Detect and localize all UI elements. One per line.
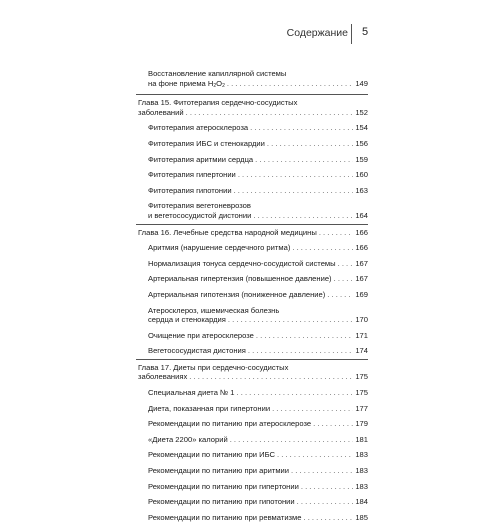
- toc-entry[interactable]: [148, 243, 368, 253]
- toc-entry-text: Фитотерапия гипертонии: [148, 170, 236, 180]
- toc-entry-text: Фитотерапия атеросклероза: [148, 123, 249, 133]
- leader-dots: [237, 388, 354, 398]
- toc-page-number: 183: [355, 450, 368, 460]
- toc-entry-text: Очищение при атеросклерозе: [148, 330, 254, 340]
- toc-entry[interactable]: [148, 513, 368, 522]
- toc-entry-text: Артериальная гипертензия (повышенное давление): [148, 274, 332, 284]
- toc-entry-text-line2: и вегетососудистой дистонии: [148, 210, 252, 220]
- toc-page-number: 175: [355, 372, 368, 382]
- toc-page-number: 154: [355, 123, 368, 133]
- toc-entry-capillary[interactable]: [148, 69, 368, 91]
- toc-page-number: 163: [355, 185, 368, 195]
- leader-dots: [297, 497, 354, 507]
- header-separator: [351, 24, 352, 44]
- header-title: Содержание: [286, 27, 348, 39]
- toc-entry[interactable]: [148, 450, 368, 460]
- leader-dots: [256, 331, 353, 341]
- leader-dots: [250, 123, 353, 133]
- toc-entry[interactable]: [148, 155, 368, 165]
- leader-dots: [248, 346, 353, 356]
- toc-entry-text: Фитотерапия ИБС и стенокардии: [148, 138, 265, 148]
- toc-chapter-title-line1: Глава 15. Фитотерапия сердечно-сосудистых: [138, 98, 298, 108]
- toc-entry-text-a: на фоне приема H: [148, 78, 214, 88]
- toc-entry-text: Рекомендации по питанию при гипотонии: [148, 497, 295, 507]
- toc-entry-text: «Диета 2200» калорий: [148, 434, 228, 444]
- toc-entry-text: Рекомендации по питанию при ревматизме: [148, 512, 302, 522]
- toc-chapter-title: Глава 16. Лечебные средства народной медицины: [138, 227, 317, 237]
- toc-entry[interactable]: [148, 306, 368, 325]
- toc-entry[interactable]: [148, 466, 368, 476]
- toc-entry[interactable]: [148, 346, 368, 356]
- toc-entry-text: Аритмия (нарушение сердечного ритма): [148, 243, 291, 253]
- leader-dots: [272, 404, 353, 414]
- leader-dots: [327, 290, 353, 300]
- toc-chapter-16[interactable]: [138, 228, 368, 238]
- toc-entry[interactable]: [148, 139, 368, 149]
- leader-dots: [334, 274, 354, 284]
- leader-dots: [186, 108, 354, 118]
- leader-dots: [189, 372, 353, 382]
- leader-dots: [301, 482, 353, 492]
- toc-entry[interactable]: [148, 290, 368, 300]
- toc-page-number: 185: [355, 512, 368, 522]
- toc-entry-text: Рекомендации по питанию при гипертонии: [148, 481, 299, 491]
- toc-page-number: 184: [355, 497, 368, 507]
- toc-page-number: 181: [355, 434, 368, 444]
- toc-entry-text-line2: [148, 79, 225, 92]
- toc-page-number: 175: [355, 388, 368, 398]
- toc-entry-text: Рекомендации по питанию при атеросклерозе: [148, 419, 312, 429]
- leader-dots: [319, 228, 354, 238]
- toc-entry[interactable]: [148, 497, 368, 507]
- table-of-contents: [138, 69, 368, 522]
- leader-dots: [228, 315, 353, 325]
- toc-entry-text: Фитотерапия гипотонии: [148, 185, 232, 195]
- leader-dots: [234, 186, 354, 196]
- leader-dots: [338, 259, 354, 269]
- running-header: [0, 27, 500, 45]
- toc-entry-text: Специальная диета № 1: [148, 388, 235, 398]
- leader-dots: [238, 170, 354, 180]
- leader-dots: [292, 243, 353, 253]
- toc-page-number: 167: [355, 258, 368, 268]
- toc-entry[interactable]: [148, 201, 368, 220]
- leader-dots: [291, 466, 353, 476]
- toc-entry-text: Вегетососудистая дистония: [148, 346, 246, 356]
- leader-dots: [230, 435, 354, 445]
- toc-entry[interactable]: [148, 259, 368, 269]
- leader-dots: [255, 155, 353, 165]
- toc-entry[interactable]: [148, 170, 368, 180]
- leader-dots: [313, 419, 353, 429]
- toc-entry[interactable]: [148, 435, 368, 445]
- toc-entry[interactable]: [148, 123, 368, 133]
- leader-dots: [267, 139, 353, 149]
- toc-page-number: 152: [355, 107, 368, 117]
- toc-page-number: 156: [355, 138, 368, 148]
- toc-page-number: 179: [355, 419, 368, 429]
- subscript: 2: [213, 82, 217, 89]
- toc-page-number: 170: [355, 315, 368, 325]
- toc-entry-text: Рекомендации по питанию при аритмии: [148, 466, 290, 476]
- leader-dots: [227, 79, 353, 89]
- toc-entry[interactable]: [148, 186, 368, 196]
- toc-entry[interactable]: [148, 274, 368, 284]
- toc-page-number: 166: [355, 227, 368, 237]
- toc-page-number: 160: [355, 170, 368, 180]
- toc-entry-text: Рекомендации по питанию при ИБС: [148, 450, 276, 460]
- toc-entry[interactable]: [148, 482, 368, 492]
- toc-chapter-15[interactable]: [138, 98, 368, 117]
- leader-dots: [253, 211, 353, 221]
- toc-page-number: 159: [355, 154, 368, 164]
- toc-entry-text-line2: сердца и стенокардия: [148, 315, 226, 325]
- toc-page-number: 169: [355, 289, 368, 299]
- toc-page-number: 183: [355, 481, 368, 491]
- toc-chapter-17[interactable]: [138, 363, 368, 382]
- chapter-divider: [136, 359, 368, 360]
- toc-entry[interactable]: [148, 388, 368, 398]
- toc-entry[interactable]: [148, 404, 368, 414]
- toc-entry-text-line1: Фитотерапия вегетоневрозов: [148, 201, 251, 211]
- toc-entry-text: Диета, показанная при гипертонии: [148, 403, 271, 413]
- toc-page-number: 167: [355, 274, 368, 284]
- toc-page-number: 166: [355, 243, 368, 253]
- toc-page-number: 183: [355, 466, 368, 476]
- toc-chapter-title-line2: заболеваний: [138, 107, 184, 117]
- chapter-divider: [136, 94, 368, 95]
- chapter-divider: [136, 224, 368, 225]
- leader-dots: [277, 450, 353, 460]
- toc-entry-text-line1: Атеросклероз, ишемическая болезнь: [148, 305, 280, 315]
- toc-page-number: 149: [355, 78, 368, 88]
- toc-page-number: 164: [355, 210, 368, 220]
- toc-chapter-title-line1: Глава 17. Диеты при сердечно-сосудистых: [138, 362, 289, 372]
- toc-page-number: 171: [355, 330, 368, 340]
- toc-entry-text-line1: Восстановление капиллярной системы: [148, 69, 287, 78]
- toc-entry-text: Фитотерапия аритмии сердца: [148, 154, 254, 164]
- toc-entry[interactable]: [148, 331, 368, 341]
- toc-entry-text-b: O: [216, 78, 223, 88]
- toc-entry-text: Нормализация тонуса сердечно-сосудистой системы: [148, 258, 336, 268]
- toc-entry-text: Артериальная гипотензия (пониженное давление): [148, 289, 326, 299]
- toc-page-number: 174: [355, 346, 368, 356]
- header-page-number: 5: [362, 26, 369, 38]
- toc-chapter-title-line2: заболеваниях: [138, 372, 188, 382]
- toc-entry[interactable]: [148, 419, 368, 429]
- leader-dots: [303, 513, 353, 522]
- toc-page-number: 177: [355, 403, 368, 413]
- subscript: 2: [222, 82, 225, 89]
